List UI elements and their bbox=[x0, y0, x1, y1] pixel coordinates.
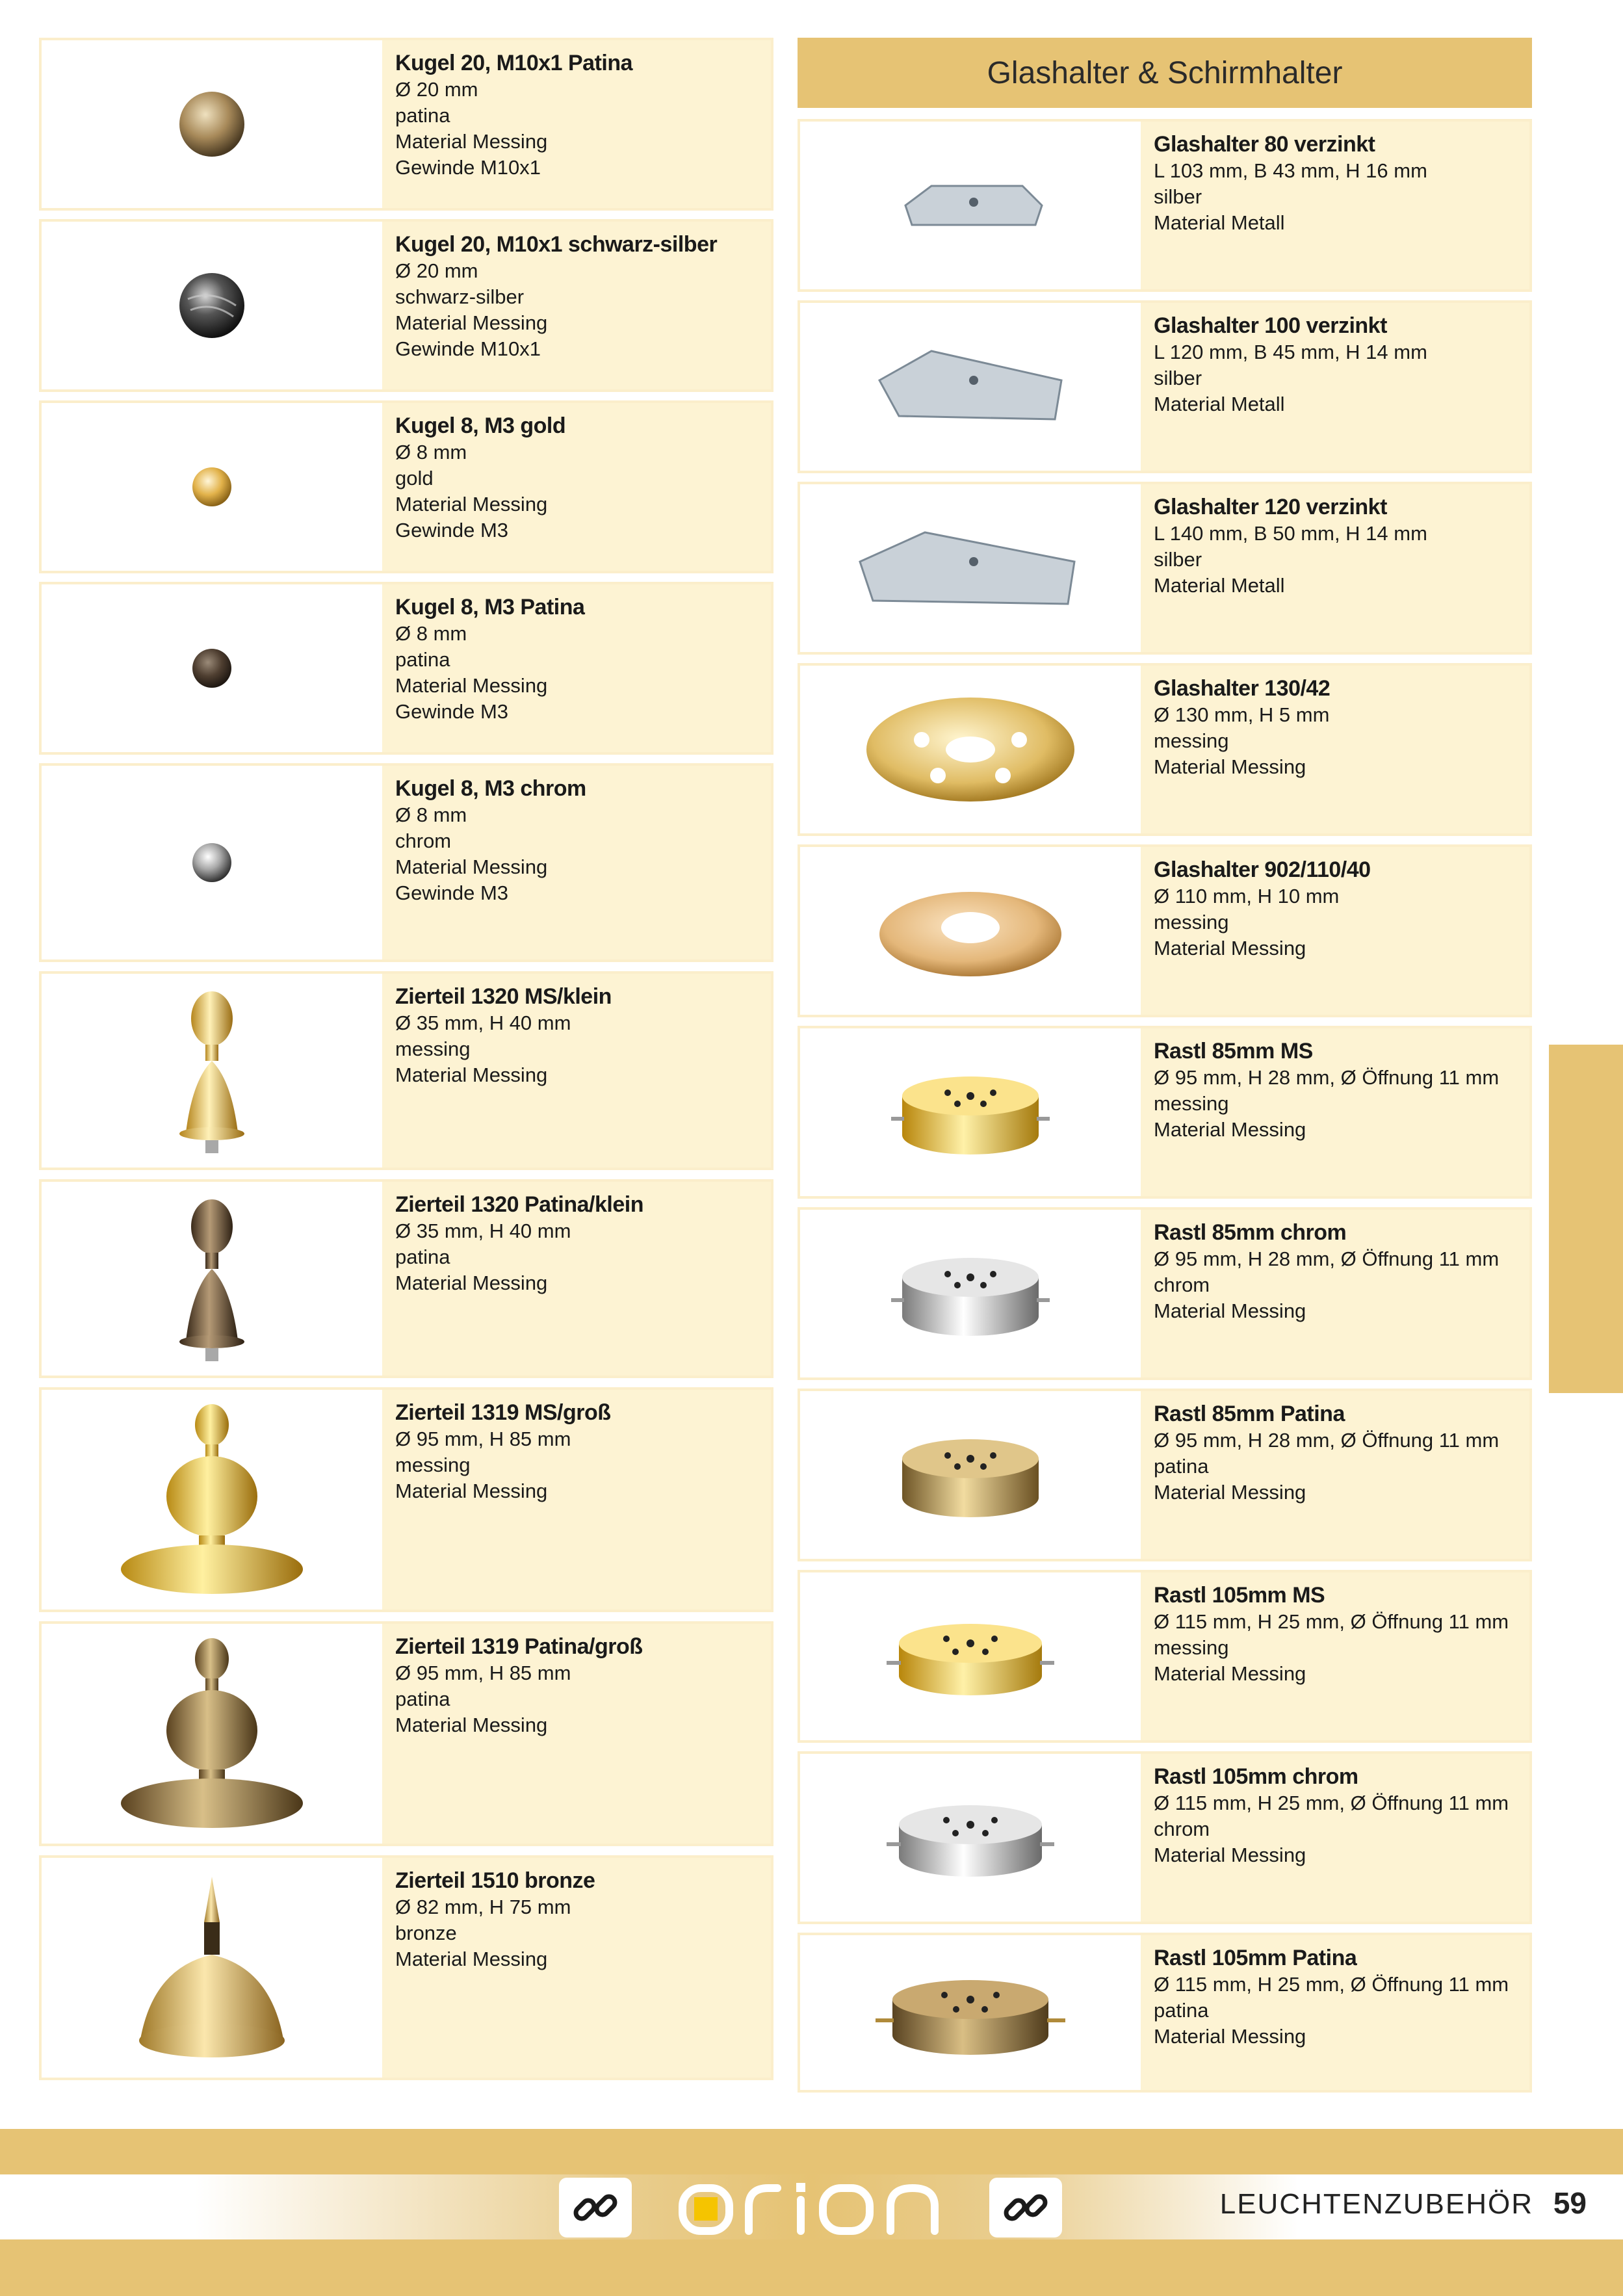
product-card bbox=[39, 1387, 773, 1612]
product-detail: messing bbox=[1154, 729, 1229, 752]
product-detail: Ø 95 mm, H 28 mm, Ø Öffnung 11 mm bbox=[1154, 1429, 1500, 1452]
product-detail: patina bbox=[1154, 1455, 1209, 1478]
product-info bbox=[1141, 1572, 1509, 1740]
product-detail: messing bbox=[395, 1454, 471, 1476]
product-detail: patina bbox=[395, 1688, 450, 1710]
product-detail: Material Messing bbox=[395, 674, 548, 697]
product-card bbox=[39, 1621, 773, 1846]
product-detail: L 140 mm, B 50 mm, H 14 mm bbox=[1154, 522, 1427, 545]
product-detail: Gewinde M3 bbox=[395, 881, 509, 904]
product-detail: Ø 130 mm, H 5 mm bbox=[1154, 703, 1330, 726]
product-photo bbox=[800, 303, 1141, 471]
product-detail: patina bbox=[395, 104, 450, 127]
product-info bbox=[382, 1624, 643, 1844]
product-detail: Gewinde M3 bbox=[395, 700, 509, 723]
product-detail: Material Metall bbox=[1154, 211, 1285, 234]
product-info bbox=[382, 40, 632, 208]
product-detail: Ø 82 mm, H 75 mm bbox=[395, 1896, 571, 1918]
product-detail: Ø 115 mm, H 25 mm, Ø Öffnung 11 mm bbox=[1154, 1610, 1509, 1633]
product-photo bbox=[800, 484, 1141, 652]
product-detail: chrom bbox=[395, 829, 452, 852]
product-info bbox=[382, 403, 565, 571]
product-photo bbox=[42, 1624, 382, 1844]
product-detail: Material Messing bbox=[395, 1714, 548, 1736]
product-name: Zierteil 1320 Patina/klein bbox=[395, 1192, 643, 1217]
product-info bbox=[382, 1858, 595, 2078]
product-card bbox=[798, 1389, 1532, 1561]
product-detail: Ø 115 mm, H 25 mm, Ø Öffnung 11 mm bbox=[1154, 1973, 1509, 1996]
product-name: Kugel 20, M10x1 schwarz-silber bbox=[395, 232, 718, 257]
product-detail: Gewinde M10x1 bbox=[395, 156, 541, 179]
product-photo bbox=[42, 1390, 382, 1610]
product-detail: schwarz-silber bbox=[395, 285, 525, 308]
product-card bbox=[798, 844, 1532, 1017]
product-detail: patina bbox=[395, 648, 450, 671]
product-detail: bronze bbox=[395, 1922, 457, 1944]
product-detail: Material Messing bbox=[1154, 755, 1306, 778]
product-name: Glashalter 130/42 bbox=[1154, 676, 1331, 701]
product-info bbox=[1141, 1935, 1509, 2090]
product-card bbox=[798, 1207, 1532, 1380]
product-detail: Material Messing bbox=[1154, 2025, 1306, 2048]
product-photo bbox=[800, 1391, 1141, 1559]
product-detail: patina bbox=[1154, 1999, 1209, 2022]
product-card bbox=[39, 582, 773, 755]
product-name: Glashalter 120 verzinkt bbox=[1154, 495, 1387, 519]
product-photo bbox=[42, 1182, 382, 1376]
product-name: Kugel 8, M3 gold bbox=[395, 413, 566, 438]
product-name: Rastl 105mm Patina bbox=[1154, 1946, 1357, 1970]
product-photo bbox=[800, 122, 1141, 289]
product-detail: Material Messing bbox=[1154, 1299, 1306, 1322]
product-info bbox=[1141, 303, 1427, 471]
product-detail: messing bbox=[395, 1037, 471, 1060]
product-detail: messing bbox=[1154, 1636, 1229, 1659]
product-detail: messing bbox=[1154, 1092, 1229, 1115]
product-detail: Material Messing bbox=[395, 130, 548, 153]
product-detail: Material Messing bbox=[395, 493, 548, 515]
product-photo bbox=[42, 584, 382, 752]
product-card bbox=[798, 1026, 1532, 1199]
product-detail: Ø 8 mm bbox=[395, 622, 467, 645]
product-card bbox=[798, 1570, 1532, 1743]
product-name: Rastl 85mm chrom bbox=[1154, 1220, 1347, 1245]
product-detail: Material Messing bbox=[1154, 1118, 1306, 1141]
product-detail: Ø 95 mm, H 28 mm, Ø Öffnung 11 mm bbox=[1154, 1066, 1500, 1089]
product-detail: Ø 115 mm, H 25 mm, Ø Öffnung 11 mm bbox=[1154, 1792, 1509, 1814]
product-name: Kugel 8, M3 chrom bbox=[395, 776, 586, 801]
product-detail: L 103 mm, B 43 mm, H 16 mm bbox=[1154, 159, 1427, 182]
product-info bbox=[382, 974, 612, 1168]
product-photo bbox=[42, 40, 382, 208]
product-detail: Ø 95 mm, H 28 mm, Ø Öffnung 11 mm bbox=[1154, 1247, 1500, 1270]
product-card bbox=[39, 38, 773, 211]
product-card bbox=[39, 219, 773, 392]
product-photo bbox=[800, 666, 1141, 833]
product-photo bbox=[42, 974, 382, 1168]
product-photo bbox=[800, 1935, 1141, 2090]
product-info bbox=[382, 766, 586, 959]
product-detail: Material Messing bbox=[395, 855, 548, 878]
product-name: Kugel 8, M3 Patina bbox=[395, 595, 585, 620]
product-name: Zierteil 1319 MS/groß bbox=[395, 1400, 611, 1425]
product-detail: silber bbox=[1154, 367, 1202, 389]
product-name: Glashalter 100 verzinkt bbox=[1154, 313, 1387, 338]
product-photo bbox=[800, 1028, 1141, 1196]
product-detail: silber bbox=[1154, 185, 1202, 208]
product-info bbox=[382, 584, 584, 752]
orion-logo bbox=[676, 2178, 949, 2237]
product-detail: Material Messing bbox=[395, 1272, 548, 1294]
product-card bbox=[798, 300, 1532, 473]
product-detail: Ø 110 mm, H 10 mm bbox=[1154, 885, 1340, 907]
product-name: Zierteil 1320 MS/klein bbox=[395, 984, 612, 1009]
product-info bbox=[1141, 484, 1427, 652]
product-name: Kugel 20, M10x1 Patina bbox=[395, 51, 633, 75]
product-photo bbox=[42, 766, 382, 959]
chapter-tab bbox=[1549, 1045, 1623, 1393]
product-detail: chrom bbox=[1154, 1273, 1210, 1296]
product-detail: Ø 95 mm, H 85 mm bbox=[395, 1662, 571, 1684]
product-name: Rastl 85mm Patina bbox=[1154, 1402, 1345, 1426]
product-photo bbox=[800, 1572, 1141, 1740]
product-detail: Material Messing bbox=[395, 1480, 548, 1502]
product-detail: L 120 mm, B 45 mm, H 14 mm bbox=[1154, 341, 1427, 363]
product-detail: Ø 35 mm, H 40 mm bbox=[395, 1220, 571, 1242]
product-name: Rastl 85mm MS bbox=[1154, 1039, 1313, 1063]
product-info bbox=[382, 222, 717, 389]
product-photo bbox=[800, 847, 1141, 1015]
product-detail: Ø 8 mm bbox=[395, 441, 467, 463]
product-card bbox=[39, 971, 773, 1170]
product-photo bbox=[42, 403, 382, 571]
product-card bbox=[39, 1179, 773, 1378]
page-number: 59 bbox=[1553, 2186, 1587, 2220]
product-card bbox=[798, 663, 1532, 836]
product-card bbox=[39, 400, 773, 573]
product-info bbox=[1141, 847, 1371, 1015]
product-detail: Material Metall bbox=[1154, 393, 1285, 415]
product-card bbox=[798, 1751, 1532, 1924]
product-detail: Material Messing bbox=[1154, 1844, 1306, 1866]
product-card bbox=[39, 763, 773, 962]
product-info bbox=[382, 1390, 611, 1610]
product-detail: patina bbox=[395, 1246, 450, 1268]
product-detail: Material Messing bbox=[1154, 937, 1306, 959]
product-info bbox=[1141, 1754, 1509, 1922]
product-detail: Ø 95 mm, H 85 mm bbox=[395, 1428, 571, 1450]
product-photo bbox=[42, 1858, 382, 2078]
product-detail: Gewinde M3 bbox=[395, 519, 509, 541]
product-info bbox=[1141, 666, 1330, 833]
product-info bbox=[1141, 1028, 1499, 1196]
product-photo bbox=[42, 222, 382, 389]
product-detail: Material Messing bbox=[1154, 1662, 1306, 1685]
product-detail: Ø 20 mm bbox=[395, 78, 478, 101]
product-name: Glashalter 80 verzinkt bbox=[1154, 132, 1375, 157]
product-detail: Material Messing bbox=[395, 1063, 548, 1086]
product-detail: gold bbox=[395, 467, 434, 489]
product-detail: Ø 8 mm bbox=[395, 803, 467, 826]
product-card bbox=[798, 119, 1532, 292]
product-name: Rastl 105mm MS bbox=[1154, 1583, 1325, 1608]
product-detail: messing bbox=[1154, 911, 1229, 933]
product-detail: Material Messing bbox=[395, 311, 548, 334]
footer-band bbox=[0, 2129, 1623, 2174]
product-name: Zierteil 1319 Patina/groß bbox=[395, 1634, 643, 1659]
product-info bbox=[1141, 1210, 1499, 1377]
product-name: Rastl 105mm chrom bbox=[1154, 1764, 1358, 1789]
product-photo bbox=[800, 1754, 1141, 1922]
product-detail: silber bbox=[1154, 548, 1202, 571]
product-info bbox=[1141, 122, 1427, 289]
section-title: Glashalter & Schirmhalter bbox=[798, 38, 1532, 108]
product-detail: Material Messing bbox=[1154, 1481, 1306, 1504]
product-detail: Ø 20 mm bbox=[395, 259, 478, 282]
product-detail: Gewinde M10x1 bbox=[395, 337, 541, 360]
product-card bbox=[39, 1855, 773, 2080]
product-card bbox=[798, 482, 1532, 655]
footer-band bbox=[0, 2239, 1623, 2296]
product-name: Zierteil 1510 bronze bbox=[395, 1868, 595, 1893]
product-detail: Ø 35 mm, H 40 mm bbox=[395, 1011, 571, 1034]
product-detail: chrom bbox=[1154, 1818, 1210, 1840]
product-info bbox=[382, 1182, 643, 1376]
product-detail: Material Messing bbox=[395, 1948, 548, 1970]
chain-link-icon bbox=[989, 2178, 1062, 2237]
product-photo bbox=[800, 1210, 1141, 1377]
product-info bbox=[1141, 1391, 1499, 1559]
product-detail: Material Metall bbox=[1154, 574, 1285, 597]
product-name: Glashalter 902/110/40 bbox=[1154, 857, 1371, 882]
product-card bbox=[798, 1933, 1532, 2093]
chain-link-icon bbox=[559, 2178, 632, 2237]
section-label: LEUCHTENZUBEHÖR bbox=[1219, 2188, 1533, 2220]
